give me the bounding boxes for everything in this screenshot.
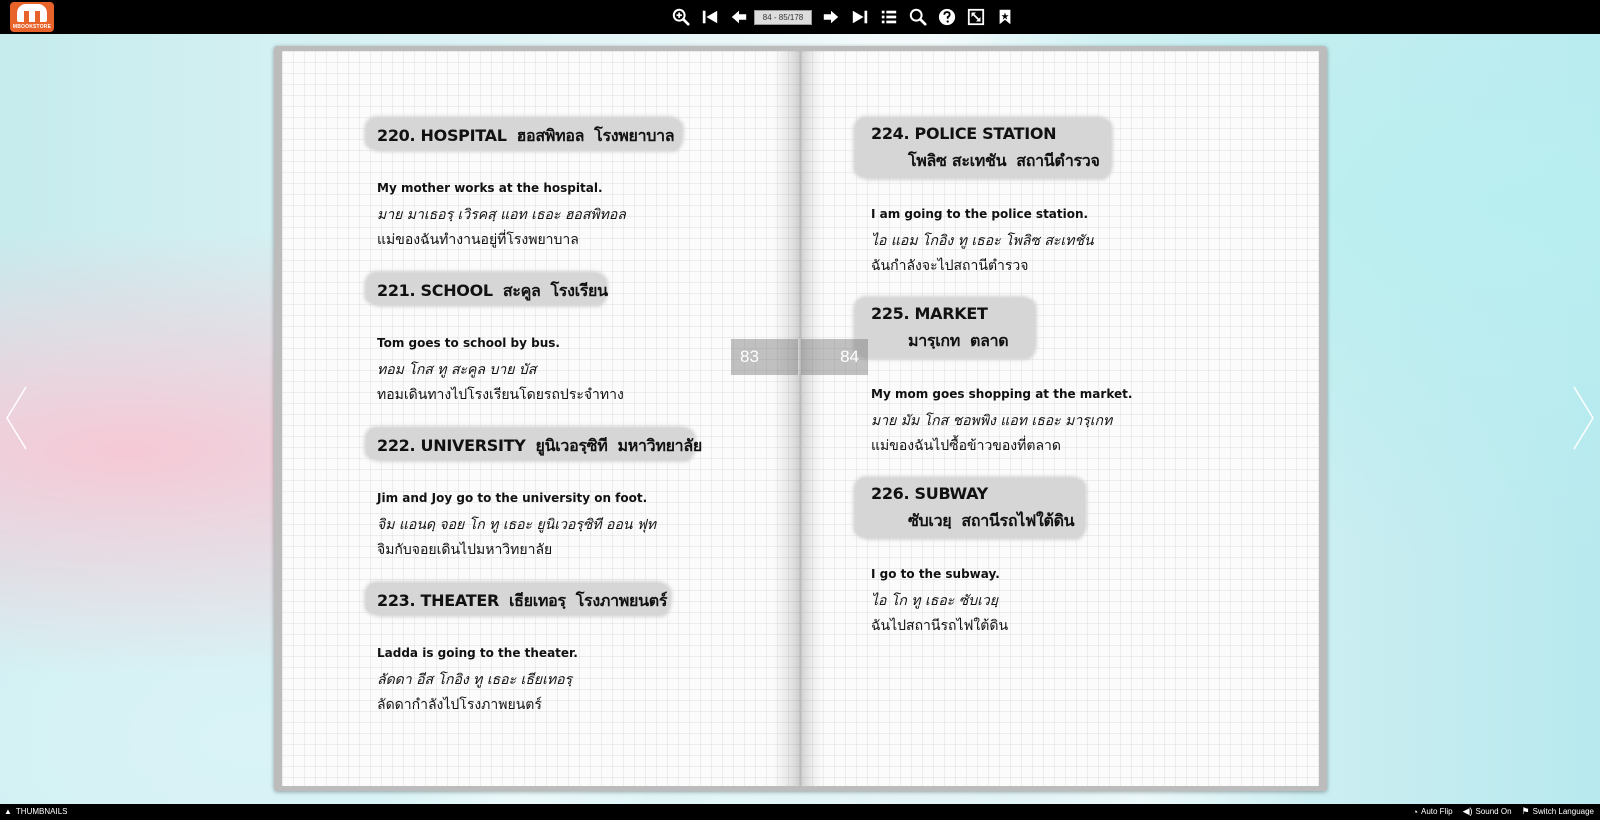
vocab-heading-thai: โพลิซ สะเทชัน สถานีตำรวจ [908, 151, 1100, 170]
mbookstore-logo[interactable] [10, 2, 54, 32]
example-transliteration: ลัดดา อีส โกอิง ทู เธอะ เธียเทอรฺ [377, 672, 573, 688]
vocab-heading: 225. MARKET [871, 304, 988, 323]
vocab-heading: 222. UNIVERSITY ยูนิเวอรฺซิที มหาวิทยาลัย [377, 436, 702, 455]
example-thai: ฉันไปสถานีรถไฟใต้ดิน [871, 618, 1009, 634]
example-transliteration: มาย มาเธอรฺ เวิรคสฺ แอท เธอะ ฮอสพิทอล [377, 207, 626, 223]
example-transliteration: ไอ แอม โกอิง ทู เธอะ โพลิซ สะเทชัน [871, 233, 1094, 249]
vocab-heading-thai: มารฺเกท ตลาด [908, 331, 1009, 350]
next-page-icon[interactable] [821, 7, 841, 27]
logo-mark-icon [17, 4, 47, 22]
example-transliteration: ไอ โก ทู เธอะ ซับเวยฺ [871, 593, 998, 609]
thumbnails-button[interactable] [4, 807, 67, 816]
flag-icon: ⚑ [1521, 806, 1530, 816]
vocab-heading: 226. SUBWAY [871, 484, 988, 503]
left-page-number: 83 [731, 339, 798, 375]
example-english: Jim and Joy go to the university on foot. [377, 491, 648, 505]
vocab-heading: 221. SCHOOL สะคูล โรงเรียน [377, 281, 608, 300]
thumbnails-label: THUMBNAILS [15, 807, 68, 816]
example-english: Tom goes to school by bus. [377, 336, 560, 350]
last-page-icon[interactable] [850, 7, 870, 27]
prev-page-icon[interactable] [729, 7, 749, 27]
help-icon[interactable] [937, 7, 957, 27]
example-thai: ฉันกำลังจะไปสถานีตำรวจ [871, 258, 1029, 274]
previous-page-arrow-icon[interactable] [4, 385, 28, 451]
fullscreen-icon[interactable] [966, 7, 986, 27]
sound-toggle-button[interactable] [1463, 806, 1512, 817]
bookmark-icon[interactable] [995, 7, 1015, 27]
example-thai: ลัดดากำลังไปโรงภาพยนตร์ [377, 697, 542, 713]
vocab-heading: 223. THEATER เธียเทอรฺ โรงภาพยนตร์ [377, 591, 668, 610]
right-page-number: 84 [801, 339, 868, 375]
auto-flip-button[interactable] [1413, 807, 1453, 817]
table-of-contents-icon[interactable] [879, 7, 899, 27]
example-transliteration: จิม แอนดฺ จอย โก ทู เธอะ ยูนิเวอรฺซิที ออน ฟุท [377, 517, 657, 533]
speaker-icon: ◀) [1462, 806, 1473, 816]
search-icon[interactable] [908, 7, 928, 27]
example-thai: จิมกับจอยเดินไปมหาวิทยาลัย [377, 542, 553, 558]
auto-flip-label: Auto Flip [1421, 807, 1453, 816]
toolbar-buttons [671, 7, 1024, 27]
clock-icon: ◔ [1412, 806, 1418, 817]
example-thai: ทอมเดินทางไปโรงเรียนโดยรถประจำทาง [377, 387, 624, 403]
page-indicator-input[interactable]: 84 - 85/178 [754, 10, 812, 25]
example-transliteration: มาย มัม โกส ชอพพิง แอท เธอะ มารฺเกท [871, 413, 1113, 429]
switch-language-label: Switch Language [1532, 807, 1594, 816]
left-page[interactable] [282, 51, 800, 786]
caret-up-icon: ▲ [4, 807, 12, 816]
vocab-heading-thai: ซับเวยฺ สถานีรถไฟใต้ดิน [908, 511, 1075, 530]
top-toolbar [0, 0, 1600, 34]
example-english: I am going to the police station. [871, 207, 1089, 221]
example-english: Ladda is going to the theater. [377, 646, 578, 660]
logo-text: MBOOKSTORE [12, 24, 52, 30]
vocab-heading: 220. HOSPITAL ฮอสพิทอล โรงพยาบาล [377, 126, 675, 145]
flipbook [274, 46, 1327, 791]
example-english: My mom goes shopping at the market. [871, 387, 1133, 401]
example-english: I go to the subway. [871, 567, 1000, 581]
example-thai: แม่ของฉันไปซื้อข้าวของที่ตลาด [871, 438, 1061, 454]
next-page-arrow-icon[interactable] [1572, 385, 1596, 451]
first-page-icon[interactable] [700, 7, 720, 27]
zoom-in-icon[interactable] [671, 7, 691, 27]
example-english: My mother works at the hospital. [377, 181, 603, 195]
example-thai: แม่ของฉันทำงานอยู่ที่โรงพยาบาล [377, 232, 579, 248]
sound-label: Sound On [1475, 807, 1512, 816]
bottom-bar [0, 804, 1600, 820]
right-page[interactable] [801, 51, 1319, 786]
bottom-controls [1403, 806, 1594, 817]
vocab-heading: 224. POLICE STATION [871, 124, 1057, 143]
example-transliteration: ทอม โกส ทู สะคูล บาย บัส [377, 362, 537, 378]
switch-language-button[interactable] [1522, 806, 1594, 817]
